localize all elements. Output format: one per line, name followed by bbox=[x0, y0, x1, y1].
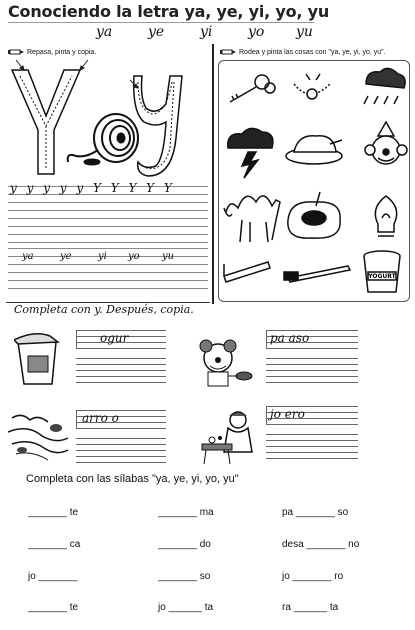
syllable-row bbox=[96, 24, 396, 42]
trace-letters-illustration bbox=[6, 58, 210, 186]
arrow-icon bbox=[16, 60, 138, 88]
copy-syllable: yu bbox=[162, 251, 175, 262]
yogurt-label: YOGURT bbox=[368, 273, 396, 280]
clown-icon bbox=[365, 122, 407, 164]
pencil-icon bbox=[224, 262, 270, 282]
fill-item: jo ______ ta bbox=[158, 602, 214, 613]
word-to-complete: arro o bbox=[82, 411, 119, 425]
tracing-lines bbox=[8, 186, 208, 256]
copy-syllable: ya bbox=[22, 251, 34, 262]
fill-item: jo _______ ro bbox=[282, 571, 344, 582]
fill-item: _______ ca bbox=[28, 539, 81, 550]
storm-cloud-icon bbox=[228, 128, 273, 178]
pictures-grid bbox=[218, 60, 410, 302]
trace-letters-text: y y y y y Y Y Y Y Y bbox=[10, 181, 175, 195]
stream-icon bbox=[8, 410, 70, 464]
cloud-icon bbox=[364, 68, 405, 104]
copy-syllable: yo bbox=[128, 251, 140, 262]
syllable: yo bbox=[248, 24, 265, 40]
light-bulb-icon bbox=[375, 196, 396, 236]
word-to-complete: ogur bbox=[100, 331, 129, 345]
syllable: ya bbox=[96, 24, 113, 40]
jeweler-icon bbox=[198, 406, 260, 466]
fill-item: ra ______ ta bbox=[282, 602, 339, 613]
roast-chicken-icon bbox=[286, 136, 342, 164]
necklace-icon bbox=[294, 74, 330, 99]
pencil-icon bbox=[8, 48, 24, 56]
fried-egg-icon bbox=[288, 192, 340, 238]
page-title: Conociendo la letra ya, ye, yi, yo, yu bbox=[8, 2, 330, 21]
right-instruction bbox=[220, 48, 386, 56]
syllable: yi bbox=[200, 24, 213, 40]
capital-y-outline bbox=[12, 70, 80, 174]
toothbrush-icon bbox=[284, 266, 350, 282]
syllable: yu bbox=[296, 24, 313, 40]
clown-icon bbox=[198, 332, 256, 390]
fill-item: _______ do bbox=[158, 539, 211, 550]
copy-syllables bbox=[14, 251, 204, 265]
copy-syllable: yi bbox=[98, 251, 107, 262]
keys-icon bbox=[230, 75, 275, 102]
word-to-complete: pa aso bbox=[270, 331, 310, 345]
fill-instruction: Completa con las sílabas "ya, ye, yi, yo, yu" bbox=[26, 473, 239, 485]
lowercase-y-outline bbox=[134, 76, 182, 176]
fill-item: _______ te bbox=[28, 602, 79, 613]
title-underline bbox=[8, 22, 314, 23]
fill-item: pa _______ so bbox=[282, 507, 349, 518]
panel-divider bbox=[212, 44, 214, 304]
right-instruction-text: Rodea y pinta las cosas con "ya, ye, yi, yo, yu". bbox=[239, 48, 386, 56]
fill-item: _______ so bbox=[158, 571, 211, 582]
yogurt-icon bbox=[364, 251, 400, 292]
yogurt-cup-icon bbox=[14, 330, 60, 388]
fill-item: desa _______ no bbox=[282, 539, 360, 550]
pencil-icon bbox=[220, 48, 236, 56]
word-to-complete: jo ero bbox=[270, 407, 305, 421]
fill-item: _______ te bbox=[28, 507, 79, 518]
left-instruction bbox=[8, 48, 96, 56]
camel-icon bbox=[224, 196, 280, 242]
syllable: ye bbox=[148, 24, 165, 40]
yoyo-icon bbox=[68, 114, 138, 165]
copy-syllable: ye bbox=[60, 251, 72, 262]
complete-instruction: Completa con y. Después, copia. bbox=[14, 303, 194, 316]
left-instruction-text: Repasa, pinta y copia. bbox=[27, 48, 97, 56]
fill-item: jo _______ bbox=[28, 571, 78, 582]
fill-item: _______ ma bbox=[158, 507, 214, 518]
